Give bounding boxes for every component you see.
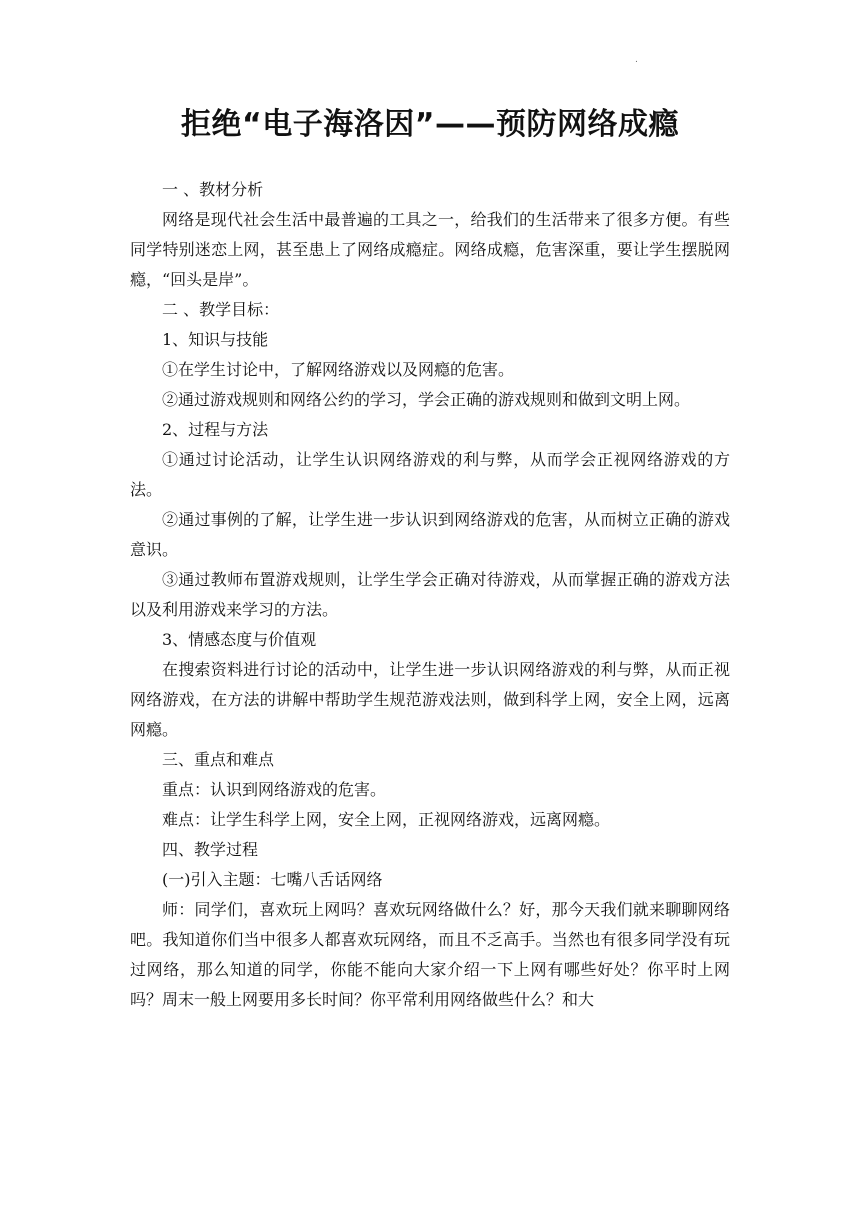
corner-mark: . bbox=[635, 55, 638, 65]
goal-item: ①通过讨论活动，让学生认识网络游戏的利与弊，从而学会正视网络游戏的方法。 bbox=[130, 450, 730, 499]
document-body bbox=[130, 175, 730, 1015]
section-heading-analysis: 一 、教材分析 bbox=[162, 180, 264, 199]
section-heading-process: 四、教学过程 bbox=[162, 840, 259, 859]
goal-item: ③通过教师布置游戏规则，让学生学会正确对待游戏，从而掌握正确的游戏方法以及利用游戏来学习的方法。 bbox=[130, 570, 730, 619]
paragraph-attitude: 在搜索资料进行讨论的活动中，让学生进一步认识网络游戏的利与弊，从而正视网络游戏，在方法的讲解中帮助学生规范游戏法则，做到科学上网，安全上网，远离网瘾。 bbox=[130, 660, 730, 739]
paragraph-analysis: 网络是现代社会生活中最普遍的工具之一，给我们的生活带来了很多方便。有些同学特别迷恋上网，甚至患上了网络成瘾症。网络成瘾，危害深重，要让学生摆脱网瘾，“回头是岸”。 bbox=[130, 210, 730, 289]
subheading-process-method: 2、过程与方法 bbox=[162, 420, 269, 439]
section-heading-key-points: 三、重点和难点 bbox=[162, 750, 275, 769]
subheading-knowledge-skills: 1、知识与技能 bbox=[162, 330, 269, 349]
key-point: 重点：认识到网络游戏的危害。 bbox=[162, 780, 387, 799]
goal-item: ①在学生讨论中，了解网络游戏以及网瘾的危害。 bbox=[162, 360, 515, 379]
difficult-point: 难点：让学生科学上网，安全上网，正视网络游戏，远离网瘾。 bbox=[162, 810, 611, 829]
section-heading-goals: 二 、教学目标： bbox=[162, 300, 280, 319]
subheading-intro-topic: (一)引入主题：七嘴八舌话网络 bbox=[162, 870, 383, 889]
subheading-attitude-values: 3、情感态度与价值观 bbox=[162, 630, 317, 649]
paragraph-teacher-dialogue: 师：同学们，喜欢玩上网吗？喜欢玩网络做什么？好，那今天我们就来聊聊网络吧。我知道你们当中很多人都喜欢玩网络，而且不乏高手。当然也有很多同学没有玩过网络，那么知道的同学，你能不能向大家介绍一下上网有哪些好处？你平时上网吗？周末一般上网要用多长时间？你平常利用网络做些什么？和大 bbox=[130, 900, 730, 1009]
goal-item: ②通过游戏规则和网络公约的学习，学会正确的游戏规则和做到文明上网。 bbox=[162, 390, 691, 409]
document-title: 拒绝“电子海洛因”——预防网络成瘾 bbox=[181, 107, 679, 142]
goal-item: ②通过事例的了解，让学生进一步认识到网络游戏的危害，从而树立正确的游戏意识。 bbox=[130, 510, 730, 559]
